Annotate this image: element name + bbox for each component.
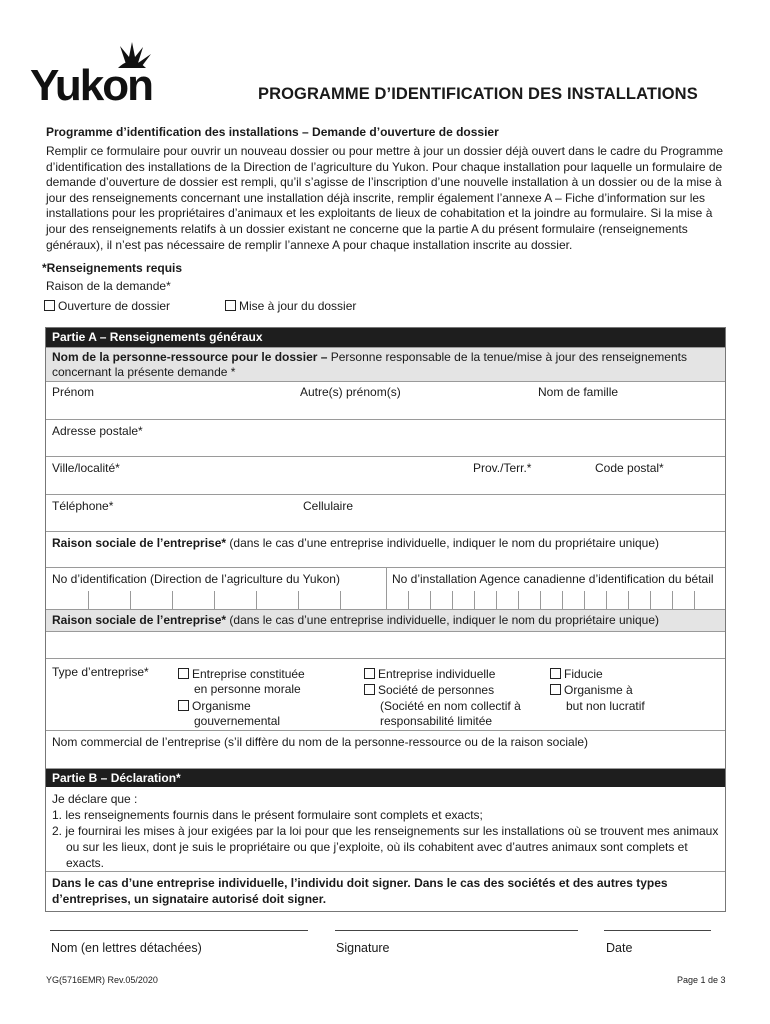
business-name-input-row[interactable] xyxy=(46,631,725,658)
type-option-corporation[interactable]: Entreprise constituée xyxy=(178,667,305,681)
postal-code-label: Code postal* xyxy=(595,461,664,475)
logo-text: Yukon xyxy=(30,61,153,104)
type-option-trust[interactable]: Fiducie xyxy=(550,667,603,681)
address-row[interactable] xyxy=(46,419,725,456)
digit-box xyxy=(540,591,541,609)
trade-name-row[interactable] xyxy=(46,730,725,768)
checkbox-nonprofit[interactable] xyxy=(550,684,561,695)
type-option-sole[interactable]: Entreprise individuelle xyxy=(364,667,495,681)
city-row[interactable] xyxy=(46,456,725,494)
business-name-row-2 xyxy=(46,609,725,631)
address-label: Adresse postale* xyxy=(52,424,143,438)
province-label: Prov./Terr.* xyxy=(473,461,532,475)
required-note: *Renseignements requis xyxy=(42,261,183,275)
digit-box xyxy=(562,591,563,609)
id-numbers-row[interactable] xyxy=(46,567,725,609)
name-printed-label: Nom (en lettres détachées) xyxy=(51,941,202,955)
checkbox-sole-proprietor[interactable] xyxy=(364,668,375,679)
digit-box xyxy=(298,591,299,609)
type-partnership-line3: responsabilité limitée xyxy=(380,714,493,728)
form-table xyxy=(45,327,726,912)
checkbox-update-file[interactable] xyxy=(225,300,236,311)
trade-name-label: Nom commercial de l’entreprise (s’il diffère du nom de la personne-ressource ou de la raison sociale) xyxy=(52,735,589,749)
city-label: Ville/localité* xyxy=(52,461,120,475)
digit-box xyxy=(172,591,173,609)
type-government-line2: gouvernemental xyxy=(194,714,281,728)
digit-box xyxy=(694,591,695,609)
declare-intro: Je déclare que : xyxy=(52,792,138,806)
name-row[interactable] xyxy=(46,381,725,419)
id-divider xyxy=(386,568,387,610)
declaration-item-1: 1. les renseignements fournis dans le présent formulaire sont complets et exacts; xyxy=(52,808,483,822)
contact-rest: Personne responsable de la tenue/mise à jour des renseignements xyxy=(327,350,687,364)
yukon-logo xyxy=(30,42,170,104)
digit-box xyxy=(430,591,431,609)
business-name-rest: (dans le cas d’une entreprise individuelle, indiquer le nom du propriétaire unique) xyxy=(226,536,660,550)
reason-option-update[interactable]: Mise à jour du dossier xyxy=(225,299,356,313)
signature-line[interactable] xyxy=(335,930,578,931)
phone-label: Téléphone* xyxy=(52,499,114,513)
date-line[interactable] xyxy=(604,930,711,931)
checkbox-government[interactable] xyxy=(178,700,189,711)
form-subtitle: Programme d’identification des installations – Demande d’ouverture de dossier xyxy=(46,125,499,139)
reason-option-open[interactable]: Ouverture de dossier xyxy=(44,299,170,313)
type-partnership-line2: (Société en nom collectif à xyxy=(380,699,521,713)
digit-box xyxy=(408,591,409,609)
digit-box xyxy=(496,591,497,609)
other-names-label: Autre(s) prénom(s) xyxy=(300,385,401,399)
business-name-2-rest: (dans le cas d’une entreprise individuelle, indiquer le nom du propriétaire unique) xyxy=(226,613,660,627)
checkbox-trust[interactable] xyxy=(550,668,561,679)
digit-box xyxy=(214,591,215,609)
digit-box xyxy=(650,591,651,609)
contact-line2: concernant la présente demande * xyxy=(52,365,236,379)
id-acia-label: No d’installation Agence canadienne d’identification du bétail xyxy=(392,572,714,586)
business-name-bold: Raison sociale de l’entreprise* xyxy=(52,536,227,550)
part-a-heading: Partie A – Renseignements généraux xyxy=(46,328,725,347)
signing-note-row xyxy=(46,871,725,911)
digit-box xyxy=(606,591,607,609)
digit-box xyxy=(452,591,453,609)
page-number: Page 1 de 3 xyxy=(677,975,726,985)
checkbox-open-file[interactable] xyxy=(44,300,55,311)
type-option-partnership[interactable]: Société de personnes xyxy=(364,683,494,697)
digit-box xyxy=(474,591,475,609)
business-type-row xyxy=(46,658,725,730)
cell-label: Cellulaire xyxy=(303,499,354,513)
digit-box xyxy=(256,591,257,609)
contact-person-row xyxy=(46,347,725,381)
part-b-heading: Partie B – Déclaration* xyxy=(46,768,725,787)
phone-row[interactable] xyxy=(46,494,725,531)
type-corporation-line2: en personne morale xyxy=(194,682,301,696)
business-name-2-bold: Raison sociale de l’entreprise* xyxy=(52,613,227,627)
signing-note: Dans le cas d’une entreprise individuelle, l’individu doit signer. Dans le cas des sociétés et des autres types d’entreprises, un signataire autorisé doit signer. xyxy=(52,876,668,906)
digit-box xyxy=(584,591,585,609)
business-type-label: Type d’entreprise* xyxy=(52,665,149,679)
type-option-nonprofit[interactable]: Organisme à xyxy=(550,683,633,697)
checkbox-partnership[interactable] xyxy=(364,684,375,695)
digit-box xyxy=(672,591,673,609)
form-code: YG(5716EMR) Rev.05/2020 xyxy=(46,975,158,985)
declaration-item-2: 2. je fournirai les mises à jour exigées par la loi pour que les renseignements sur les installations où se trouvent mes animaux ou sur les lieux, dont je suis le propriétaire ou que j’exploite, où ils cohabitent avec d’autres animaux sont complets et exacts. xyxy=(52,824,719,870)
contact-bold: Nom de la personne-ressource pour le dossier – xyxy=(52,350,328,364)
signature-label: Signature xyxy=(336,941,390,955)
declaration-block xyxy=(46,787,725,871)
digit-box xyxy=(340,591,341,609)
digit-box xyxy=(130,591,131,609)
digit-box xyxy=(88,591,89,609)
checkbox-corporation[interactable] xyxy=(178,668,189,679)
type-option-government[interactable]: Organisme xyxy=(178,699,251,713)
date-label: Date xyxy=(606,941,633,955)
id-yukon-label: No d’identification (Direction de l’agriculture du Yukon) xyxy=(52,572,340,586)
name-line[interactable] xyxy=(50,930,308,931)
document-title: PROGRAMME D’IDENTIFICATION DES INSTALLATIONS xyxy=(258,85,698,103)
type-nonprofit-line2: but non lucratif xyxy=(566,699,645,713)
first-name-label: Prénom xyxy=(52,385,95,399)
digit-box xyxy=(628,591,629,609)
business-name-row[interactable] xyxy=(46,531,725,567)
digit-box xyxy=(518,591,519,609)
reason-label: Raison de la demande* xyxy=(46,279,171,293)
last-name-label: Nom de famille xyxy=(538,385,619,399)
intro-paragraph: Remplir ce formulaire pour ouvrir un nouveau dossier ou pour mettre à jour un dossier déjà ouvert dans le cadre du Programme d’identification des installations de la Direction de l’agriculture du Yukon. Pour chaque installation pour laquelle un formulaire de demande d’ouverture de dossier est rempli, qu’il s’agisse de l’inscription d’une nouvelle installation à un dossier ou de la mise à jour des renseignements concernant une installation déjà inscrite, remplir également l’annexe A – Fiche d’information sur les installations pour les propriétaires d’animaux et les exploitants de lieux de cohabitation et la joindre au formulaire. Si la mise à jour des renseignements relatifs à un dossier existant ne concerne que la partie A du présent formulaire (renseignements généraux), il n’est pas nécessaire de remplir l’annexe A pour chaque installation inscrite au dossier. xyxy=(46,144,724,252)
